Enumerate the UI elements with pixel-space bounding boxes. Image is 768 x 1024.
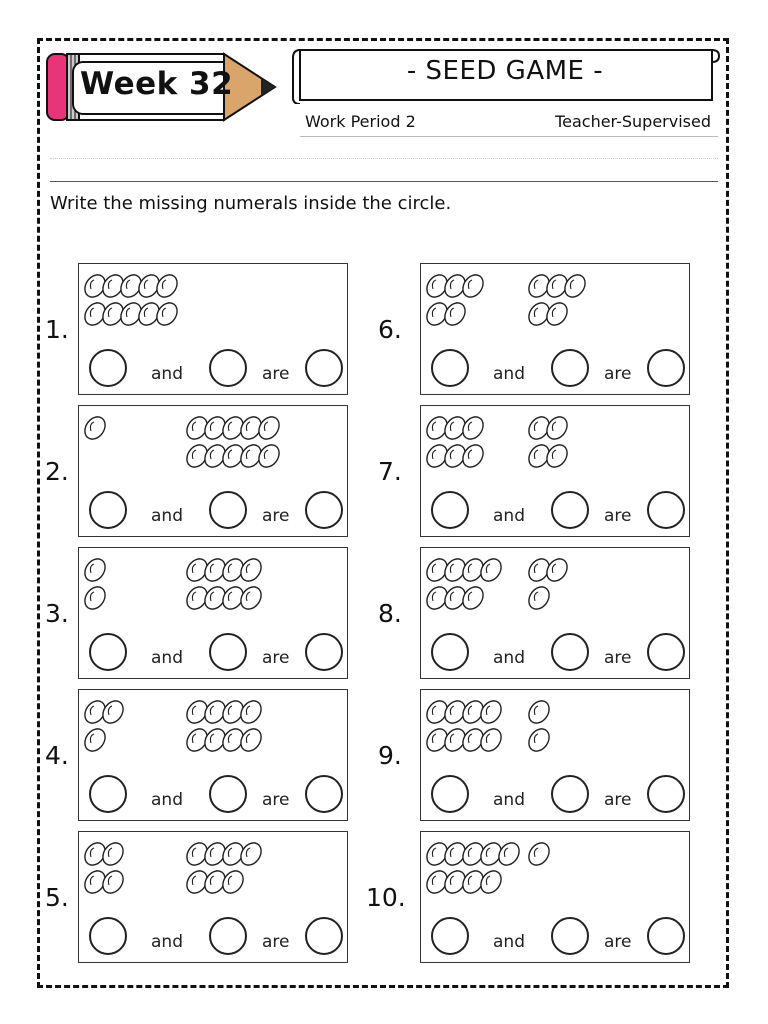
seed-icon [81,413,110,443]
answer-circle-second[interactable] [209,491,247,529]
problem-box [420,405,690,537]
seed-icon [99,839,128,869]
are-label: are [262,648,290,668]
are-label: are [604,648,632,668]
problem-number: 7. [378,457,402,486]
problem-box [420,831,690,963]
seed-icon [543,299,572,329]
seed-picture [421,832,691,912]
problem-number: 6. [378,315,402,344]
seed-icon [237,555,266,585]
answer-circle-total[interactable] [647,491,685,529]
answer-circle-first[interactable] [89,633,127,671]
answer-circle-total[interactable] [305,349,343,387]
answer-circle-total[interactable] [305,917,343,955]
seed-icon [81,725,110,755]
and-label: and [151,364,183,384]
work-period: Work Period 2 [305,112,416,131]
seed-icon [153,271,182,301]
seed-icon [99,867,128,897]
divider [300,136,718,137]
answer-circle-total[interactable] [647,633,685,671]
answer-circle-total[interactable] [647,917,685,955]
and-label: and [493,932,525,952]
seed-icon [477,867,506,897]
answer-circle-total[interactable] [647,775,685,813]
seed-icon [525,725,554,755]
problem-box [420,263,690,395]
answer-circle-first[interactable] [431,917,469,955]
answer-circle-second[interactable] [551,917,589,955]
problem-box [420,689,690,821]
problem-number: 10. [366,883,406,912]
answer-circle-second[interactable] [209,349,247,387]
and-label: and [493,506,525,526]
seed-icon [459,271,488,301]
problem-number: 8. [378,599,402,628]
answer-circle-first[interactable] [431,775,469,813]
are-label: are [604,506,632,526]
problem-box [78,263,348,395]
answer-circle-first[interactable] [89,349,127,387]
answer-circle-second[interactable] [551,633,589,671]
seed-icon [219,867,248,897]
seed-icon [561,271,590,301]
are-label: are [262,932,290,952]
seed-picture [79,548,349,628]
seed-icon [543,413,572,443]
and-label: and [493,790,525,810]
seed-icon [525,583,554,613]
answer-circle-total[interactable] [647,349,685,387]
answer-circle-first[interactable] [89,775,127,813]
answer-circle-second[interactable] [551,775,589,813]
and-label: and [151,506,183,526]
seed-icon [441,299,470,329]
answer-circle-first[interactable] [431,491,469,529]
answer-circle-total[interactable] [305,633,343,671]
problem-number: 1. [45,315,69,344]
answer-circle-first[interactable] [431,349,469,387]
are-label: are [604,790,632,810]
seed-icon [99,697,128,727]
answer-circle-total[interactable] [305,491,343,529]
seed-icon [81,555,110,585]
seed-icon [495,839,524,869]
instruction-text: Write the missing numerals inside the circle. [50,193,452,214]
and-label: and [151,932,183,952]
seed-icon [459,583,488,613]
answer-circle-second[interactable] [551,349,589,387]
problem-box [78,689,348,821]
answer-circle-first[interactable] [89,491,127,529]
seed-icon [477,697,506,727]
and-label: and [493,648,525,668]
seed-icon [237,697,266,727]
answer-circle-second[interactable] [209,775,247,813]
seed-icon [459,413,488,443]
problem-number: 5. [45,883,69,912]
seed-icon [525,839,554,869]
are-label: are [604,364,632,384]
answer-circle-first[interactable] [89,917,127,955]
seed-icon [237,583,266,613]
problem-box [78,831,348,963]
seed-icon [237,725,266,755]
seed-picture [79,832,349,912]
seed-picture [421,264,691,344]
seed-picture [79,690,349,770]
week-label: Week 32 [80,66,234,102]
problem-number: 3. [45,599,69,628]
seed-icon [81,583,110,613]
answer-circle-second[interactable] [209,633,247,671]
seed-icon [153,299,182,329]
are-label: are [604,932,632,952]
seed-icon [459,441,488,471]
problem-box [78,405,348,537]
are-label: are [262,790,290,810]
divider [50,158,718,159]
seed-icon [477,555,506,585]
seed-icon [237,839,266,869]
and-label: and [493,364,525,384]
and-label: and [151,648,183,668]
problem-number: 4. [45,741,69,770]
page-title: - SEED GAME - [406,56,604,86]
answer-circle-second[interactable] [209,917,247,955]
problem-box [78,547,348,679]
are-label: are [262,364,290,384]
answer-circle-total[interactable] [305,775,343,813]
seed-icon [477,725,506,755]
seed-icon [255,413,284,443]
seed-picture [421,548,691,628]
supervision-label: Teacher-Supervised [555,112,711,131]
seed-icon [255,441,284,471]
seed-icon [543,441,572,471]
problem-number: 9. [378,741,402,770]
seed-icon [543,555,572,585]
seed-picture [421,406,691,486]
problem-box [420,547,690,679]
seed-icon [525,697,554,727]
problem-number: 2. [45,457,69,486]
divider [50,181,718,182]
seed-picture [421,690,691,770]
seed-picture [79,264,349,344]
and-label: and [151,790,183,810]
are-label: are [262,506,290,526]
answer-circle-first[interactable] [431,633,469,671]
answer-circle-second[interactable] [551,491,589,529]
seed-picture [79,406,349,486]
